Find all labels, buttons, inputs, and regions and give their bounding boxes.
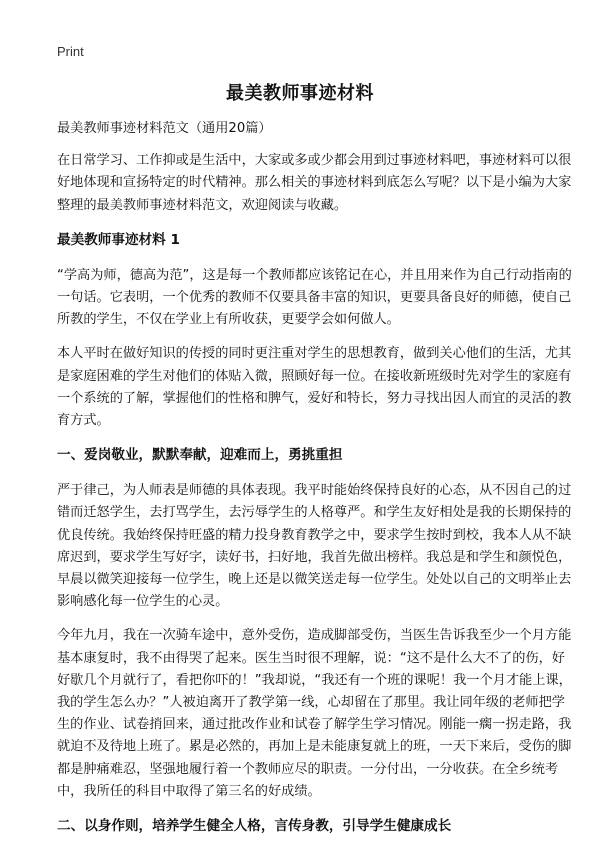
paragraph-3: 严于律己，为人师表是师德的具体表现。我平时能始终保持良好的心态，从不因自己的过错而迁怒学生，去打骂学生，去污辱学生的人格尊严。和学生友好相处是我的长期保持的优良传统。我始终保持旺盛的精力投身教育教学之中，要求学生按时到校，我本人从不缺席迟到，要求学生写好字，读好书，扫好地，我首先做出榜样。我总是和学生和颜悦色，早晨以微笑迎接每一位学生，晚上还是以微笑送走每一位学生。处处以自己的文明举止去影响感化每一位学生的心灵。 xyxy=(57,483,572,610)
document-body xyxy=(57,118,577,851)
paragraph-2: 本人平时在做好知识的传授的同时更注重对学生的思想教育，做到关心他们的生活，尤其是家庭困难的学生对他们的体贴入微，照顾好每一位。在接收新班级时先对学生的家庭有一个系统的了解，掌握他们的性格和脾气，爱好和特长，努力寻找出因人而宜的灵活的教育方式。 xyxy=(57,346,572,429)
print-label[interactable]: Print xyxy=(57,44,84,59)
paragraph-1: “学高为师，德高为范”，这是每一个教师都应该铭记在心，并且用来作为自己行动指南的一句话。它表明，一个优秀的教师不仅要具备丰富的知识，更要具备良好的师德，使自己所教的学生，不仅在学业上有所收获，更要学会如何做人。 xyxy=(57,267,572,328)
subheading-b: 二、以身作则，培养学生健全人格，言传身教，引导学生健康成长 xyxy=(57,818,452,835)
subheading-a: 一、爱岗敬业，默默奉献，迎难而上，勇挑重担 xyxy=(57,447,343,464)
document-subtitle: 最美教师事迹材料范文（通用20篇） xyxy=(57,121,272,136)
paragraph-4: 今年九月，我在一次骑车途中，意外受伤，造成脚部受伤，当医生告诉我至少一个月方能基本康复时，我不由得哭了起来。医生当时很不理解，说：“这不是什么大不了的伤，好好歇几个月就行了，看把你吓的！”我却说，“我还有一个班的课呢！我一个月才能上课，我的学生怎么办？”人被迫离开了教学第一线，心却留在了那里。我让同年级的老师把学生的作业、试卷捎回来，通过批改作业和试卷了解学生学习情况。刚能一瘸一拐走路，我就迫不及待地上班了。累是必然的，再加上是未能康复就上的班，一天下来后，受伤的脚都是肿痛难忍，坚强地履行着一个教师应尽的职责。一分付出，一分收获。在全乡统考中，我所任的科目中取得了第三名的好成绩。 xyxy=(57,628,572,799)
document-title: 最美教师事迹材料 xyxy=(226,83,374,104)
intro-paragraph: 在日常学习、工作抑或是生活中，大家或多或少都会用到过事迹材料吧，事迹材料可以很好地体现和宣扬特定的时代精神。那么相关的事迹材料到底怎么写呢？以下是小编为大家整理的最美教师事迹材料范文，欢迎阅读与收藏。 xyxy=(57,153,572,213)
section-heading-1: 最美教师事迹材料 1 xyxy=(57,231,180,248)
